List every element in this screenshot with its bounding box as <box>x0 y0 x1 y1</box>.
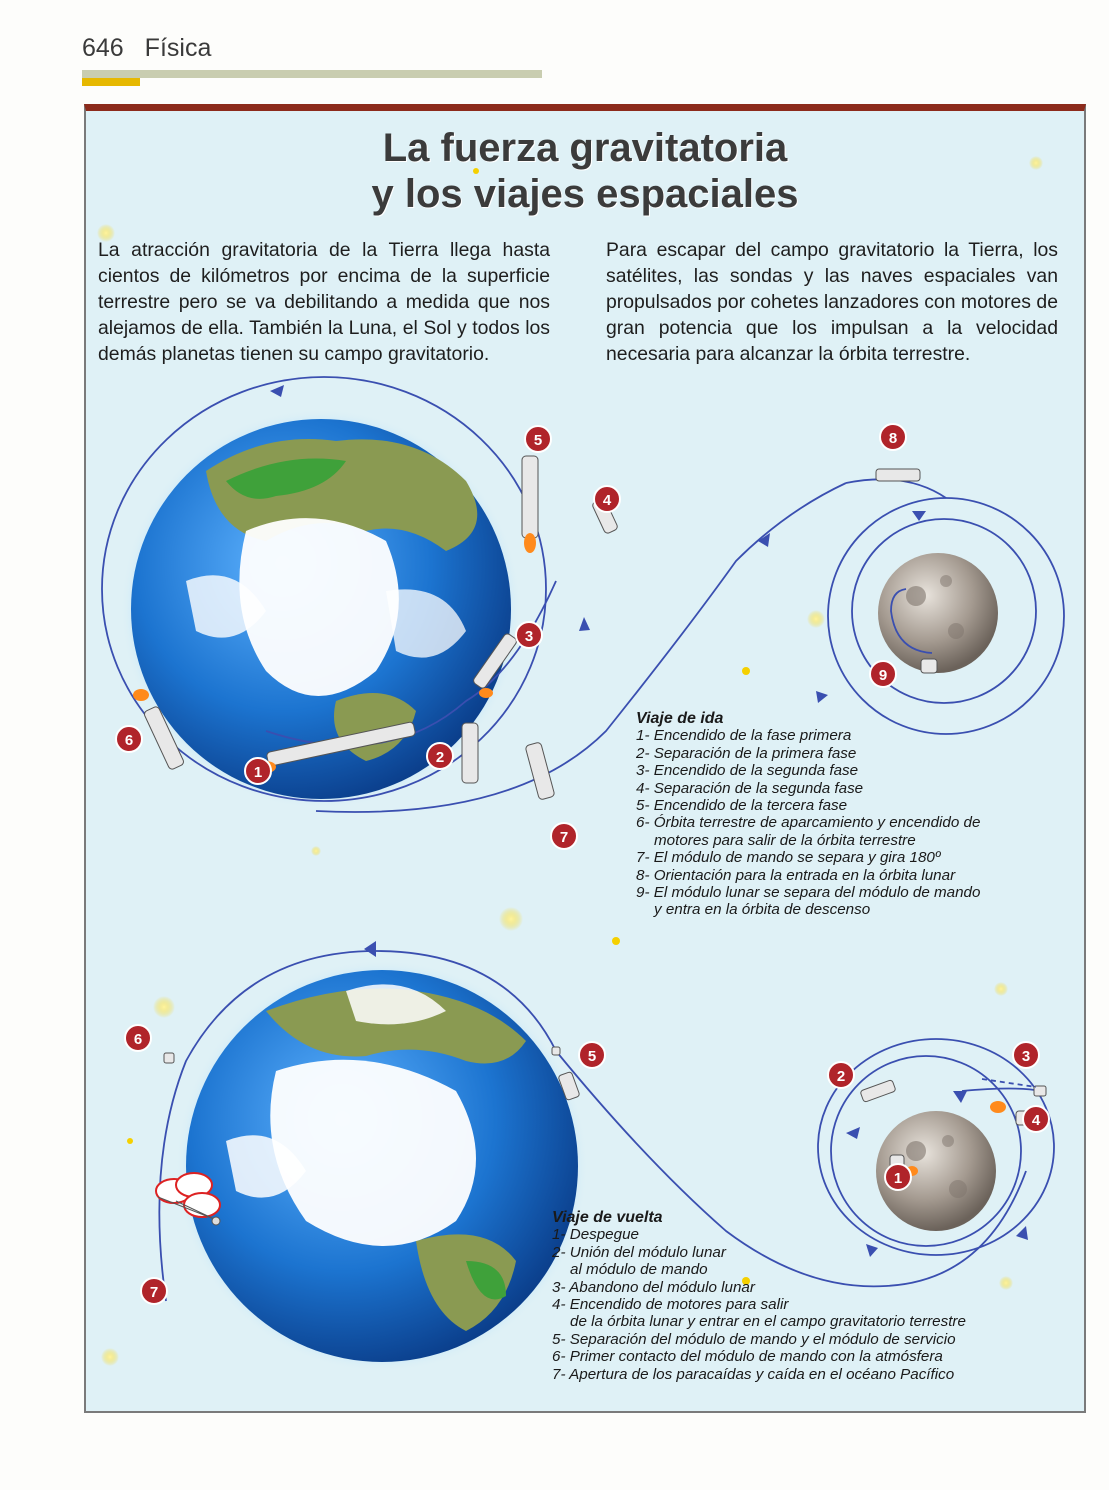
marker-ida-6-label: 6 <box>124 732 134 749</box>
legend-ida-item: 3- Encendido de la segunda fase <box>636 762 859 780</box>
legend-vuelta <box>552 1209 966 1383</box>
legend-ida-item-cont: y entra en la órbita de descenso <box>654 901 871 919</box>
marker-ida-2 <box>427 743 453 769</box>
marker-vuelta-1-label: 1 <box>893 1170 903 1187</box>
marker-vuelta-2 <box>828 1062 854 1088</box>
page-header <box>82 34 211 63</box>
intro-left-paragraph: La atracción gravitatoria de la Tierra llega hasta cientos de kilómetros por encima de la superficie terrestre pero se va debilitando a medida que nos alejamos de ella. También la Luna, el Sol y todos los demás planetas tienen su campo gravitatorio. <box>98 239 550 365</box>
marker-vuelta-1 <box>885 1164 911 1190</box>
legend-vuelta-item-cont: de la órbita lunar y entrar en el campo gravitatorio terrestre <box>570 1313 966 1331</box>
marker-vuelta-7 <box>141 1278 167 1304</box>
marker-vuelta-3-label: 3 <box>1021 1048 1031 1065</box>
marker-vuelta-5-label: 5 <box>587 1048 597 1065</box>
marker-ida-2-label: 2 <box>435 749 445 766</box>
marker-ida-4-label: 4 <box>602 492 612 509</box>
marker-vuelta-2-label: 2 <box>836 1068 846 1085</box>
legend-ida-item-cont: motores para salir de la órbita terrestre <box>654 831 916 849</box>
marker-ida-8 <box>880 424 906 450</box>
marker-ida-1-label: 1 <box>253 764 263 781</box>
marker-ida-9-label: 9 <box>878 667 888 684</box>
legend-ida-item: 2- Separación de la primera fase <box>636 744 857 762</box>
legend-vuelta-item-cont: al módulo de mando <box>570 1261 708 1279</box>
earth-bottom <box>176 960 588 1372</box>
marker-vuelta-5 <box>579 1042 605 1068</box>
legend-ida-item: 5- Encendido de la tercera fase <box>636 797 848 815</box>
marker-vuelta-4 <box>1023 1106 1049 1132</box>
title-line-1: La fuerza gravitatoria <box>382 126 788 170</box>
header-rule <box>82 70 542 78</box>
legend-ida-item: 1- Encendido de la fase primera <box>636 727 852 745</box>
legend-vuelta-item: 3- Abandono del módulo lunar <box>552 1278 755 1296</box>
marker-vuelta-4-label: 4 <box>1031 1112 1041 1129</box>
legend-vuelta-item: 5- Separación del módulo de mando y el módulo de servicio <box>552 1330 956 1348</box>
legend-vuelta-item: 7- Apertura de los paracaídas y caída en el océano Pacífico <box>552 1365 955 1383</box>
intro-right-paragraph: Para escapar del campo gravitatorio la Tierra, los satélites, las sondas y las naves espaciales van propulsados por cohetes lanzadores con motores de gran potencia que los impulsan a la velocidad necesaria para alcanzar la órbita terrestre. <box>606 239 1058 365</box>
marker-ida-1 <box>245 758 271 784</box>
legend-ida-title: Viaje de ida <box>636 710 724 727</box>
marker-ida-7-label: 7 <box>559 829 569 846</box>
marker-ida-6 <box>116 726 142 752</box>
section-name: Física <box>144 34 212 62</box>
marker-ida-5-label: 5 <box>533 432 543 449</box>
legend-ida-item: 4- Separación de la segunda fase <box>636 779 864 797</box>
main-title <box>86 125 1084 217</box>
legend-ida <box>636 710 980 919</box>
header-rule-accent <box>82 78 140 86</box>
legend-vuelta-item: 2- Unión del módulo lunar <box>552 1243 726 1261</box>
marker-ida-8-label: 8 <box>888 430 898 447</box>
marker-ida-5 <box>525 426 551 452</box>
marker-vuelta-7-label: 7 <box>149 1284 159 1301</box>
marker-ida-7 <box>551 823 577 849</box>
marker-vuelta-3 <box>1013 1042 1039 1068</box>
marker-ida-9 <box>870 661 896 687</box>
legend-vuelta-item: 6- Primer contacto del módulo de mando con la atmósfera <box>552 1348 943 1366</box>
legend-ida-item: 6- Órbita terrestre de aparcamiento y encendido de <box>636 814 981 832</box>
page-number: 646 <box>82 34 124 62</box>
legend-ida-item: 8- Orientación para la entrada en la órbita lunar <box>636 866 956 884</box>
marker-ida-4 <box>594 486 620 512</box>
marker-vuelta-6 <box>125 1025 151 1051</box>
title-line-2: y los viajes espaciales <box>371 172 799 216</box>
marker-vuelta-6-label: 6 <box>133 1031 143 1048</box>
legend-vuelta-title: Viaje de vuelta <box>552 1209 663 1226</box>
marker-ida-3-label: 3 <box>524 628 534 645</box>
legend-vuelta-item: 4- Encendido de motores para salir <box>552 1296 789 1314</box>
marker-ida-3 <box>516 622 542 648</box>
legend-vuelta-item: 1- Despegue <box>552 1226 639 1244</box>
legend-ida-item: 7- El módulo de mando se separa y gira 180º <box>636 849 941 867</box>
legend-ida-item: 9- El módulo lunar se separa del módulo de mando <box>636 884 981 902</box>
infographic-panel <box>84 104 1086 1413</box>
moon-top <box>878 553 998 673</box>
